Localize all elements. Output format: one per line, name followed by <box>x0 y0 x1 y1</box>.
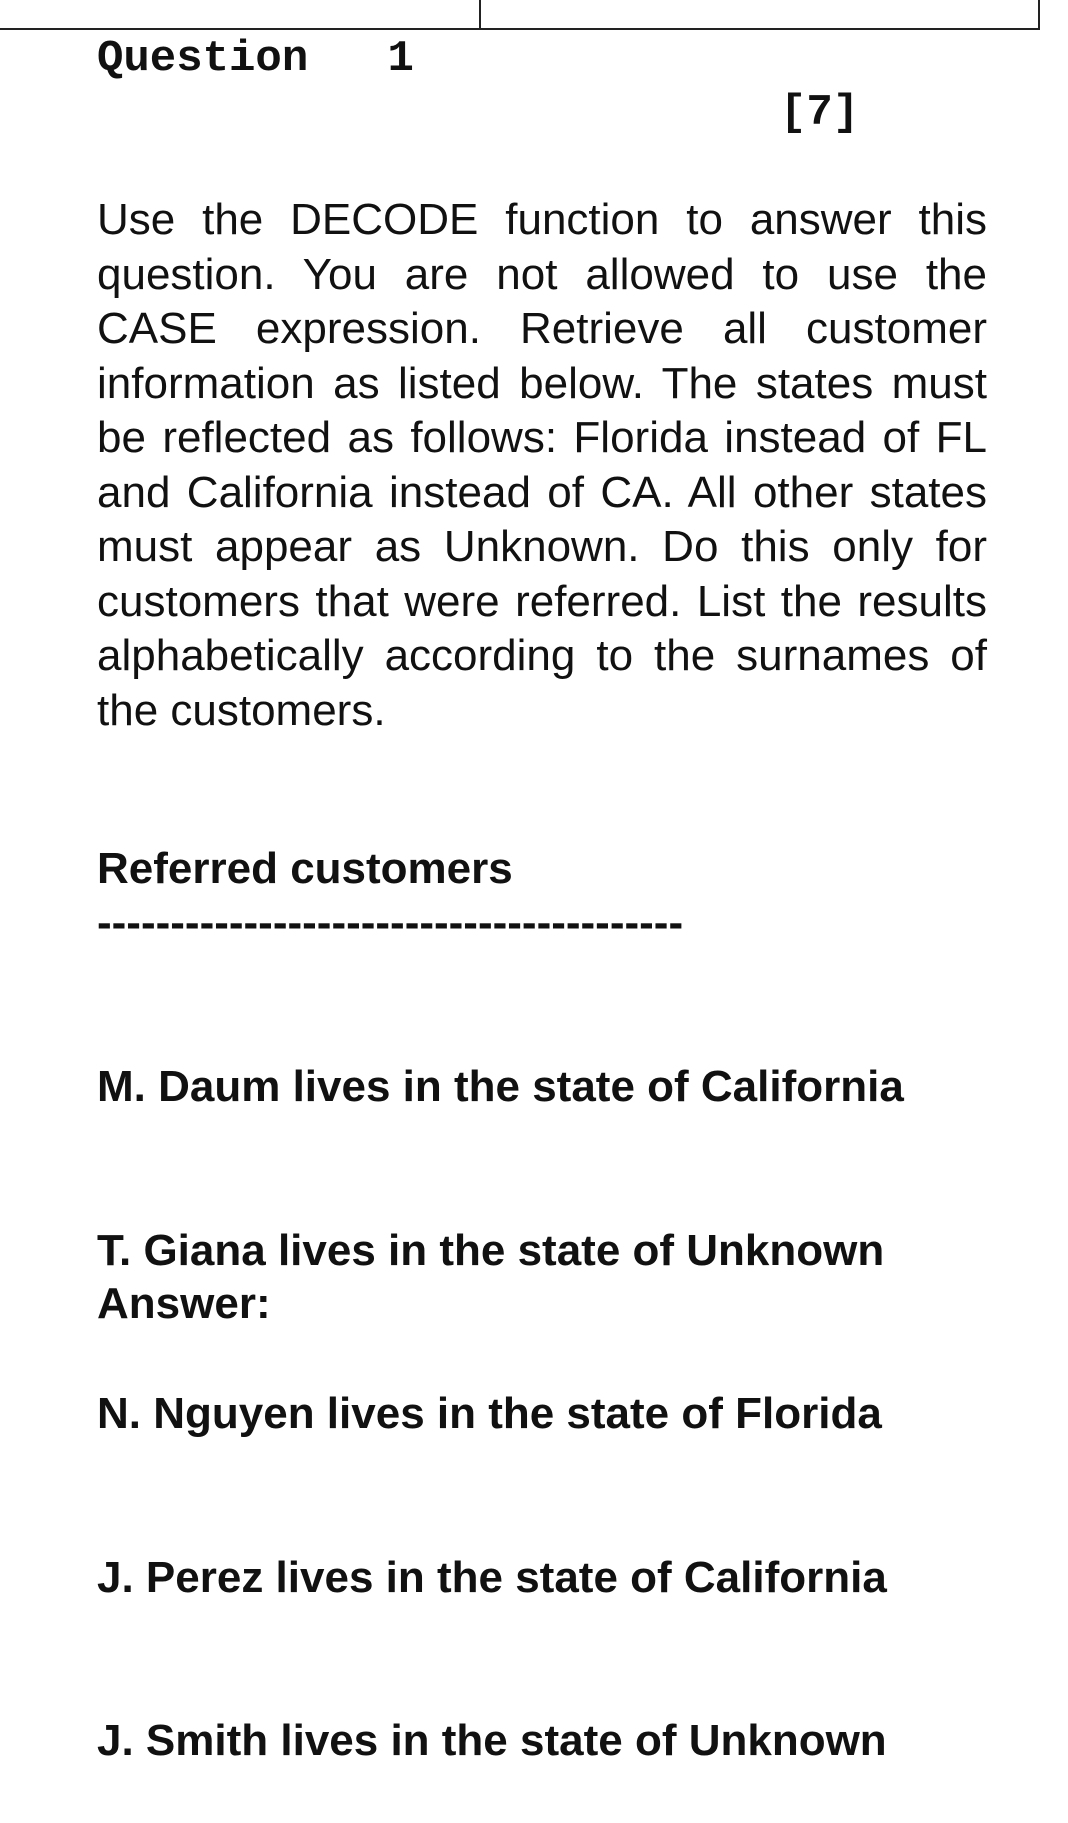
answer-label: Answer: <box>97 1279 271 1328</box>
output-result-list <box>97 951 904 1823</box>
question-instructions: Use the DECODE function to answer this question. You are not allowed to use the CASE expression. Retrieve all customer information as listed below. The states must be reflected as follows: Florida instead of FL and California instead of CA. All other states must appear as Unknown. Do this only for customers that were referred. List the results alphabetically according to the surnames of the customers. <box>97 195 987 735</box>
result-row: J. Perez lives in the state of California <box>97 1552 887 1602</box>
result-row: J. Smith lives in the state of Unknown <box>97 1716 887 1765</box>
top-table-divider <box>479 0 481 30</box>
question-marks: [7] <box>780 88 860 138</box>
result-row: T. Giana lives in the state of Unknown <box>97 1225 885 1275</box>
output-heading: Referred customers <box>97 844 513 893</box>
top-table-border <box>0 0 1040 30</box>
result-row: M. Daum lives in the state of California <box>97 1062 904 1111</box>
question-heading: Question 1 <box>97 34 414 84</box>
result-row: N. Nguyen lives in the state of Florida <box>97 1389 882 1438</box>
output-separator: ---------------------------------------- <box>97 898 684 947</box>
